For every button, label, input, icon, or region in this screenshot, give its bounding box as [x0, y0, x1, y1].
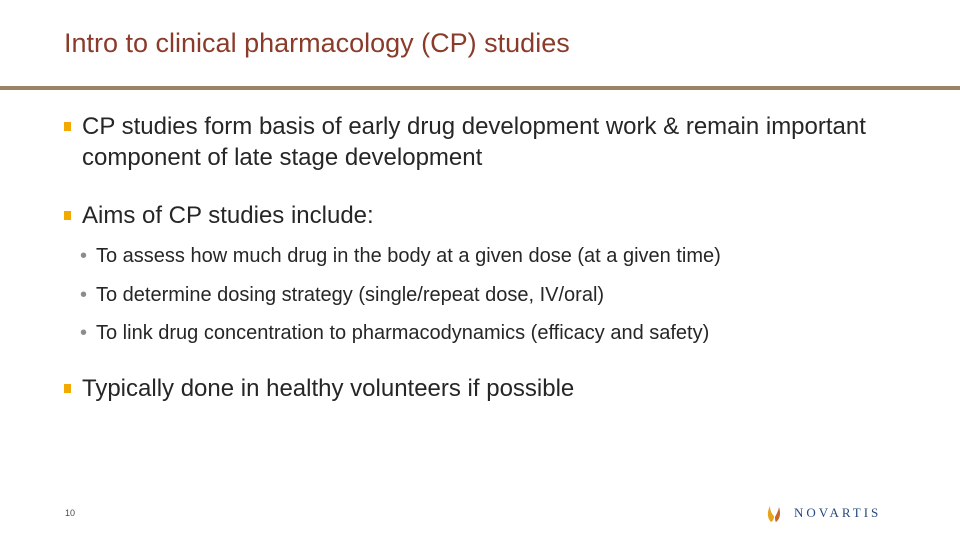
bullet-marker [64, 211, 71, 220]
bullet-text: Typically done in healthy volunteers if possible [82, 375, 575, 402]
sub-bullet-text: To determine dosing strategy (single/repeat dose, IV/oral) [96, 284, 605, 306]
bullet-item [64, 200, 882, 231]
sub-bullet-text: To assess how much drug in the body at a given dose (at a given time) [96, 245, 721, 267]
bullet-marker [64, 384, 71, 393]
logo-wordmark: NOVARTIS [794, 505, 882, 520]
sub-bullet-item [80, 321, 709, 345]
bullet-text: CP studies form basis of early drug development work & remain important component of late stage development [82, 113, 866, 171]
title-divider [0, 86, 960, 90]
bullet-item [64, 373, 882, 404]
sub-bullet-dot: • [80, 245, 88, 267]
slide-title: Intro to clinical pharmacology (CP) studies [64, 28, 570, 58]
bullet-item [64, 111, 882, 173]
sub-bullet-dot: • [80, 322, 88, 344]
novartis-flame-icon [764, 502, 786, 524]
novartis-logo [764, 502, 881, 524]
sub-bullet-text: To link drug concentration to pharmacodynamics (efficacy and safety) [96, 322, 710, 344]
page-number: 10 [65, 508, 76, 518]
bullet-marker [64, 122, 71, 131]
sub-bullet-dot: • [80, 284, 88, 306]
sub-bullet-item [80, 283, 604, 307]
sub-bullet-item [80, 244, 721, 268]
bullet-text: Aims of CP studies include: [82, 202, 374, 229]
